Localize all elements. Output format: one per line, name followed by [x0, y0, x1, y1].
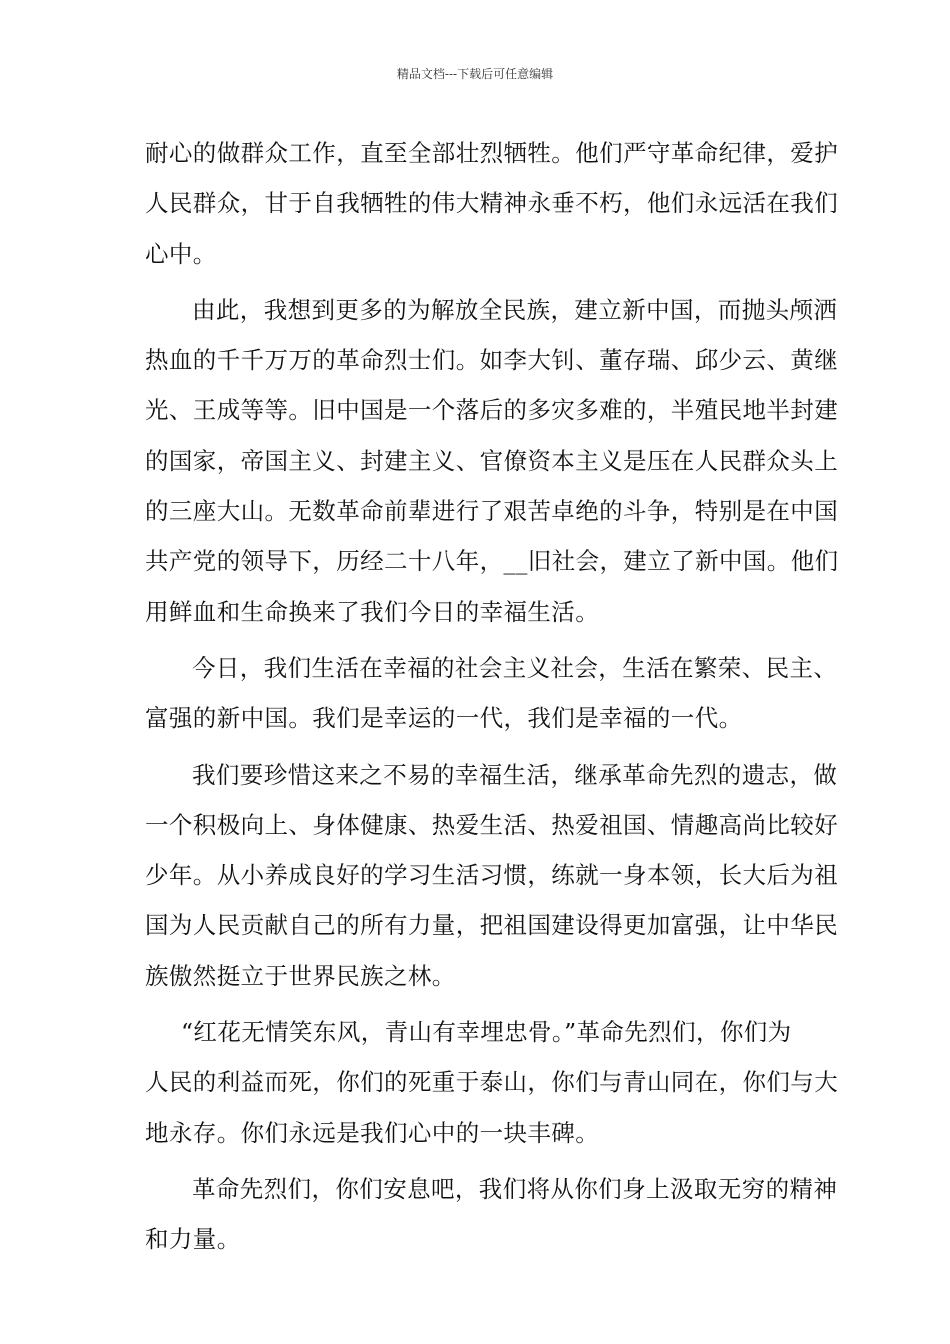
- text-line: 一个积极向上、身体健康、热爱生活、热爱祖国、情趣高尚比较好: [145, 810, 839, 839]
- text-line: 的三座大山。无数革命前辈进行了艰苦卓绝的斗争，特别是在中国: [145, 497, 839, 526]
- paragraph-4: [145, 750, 839, 1001]
- text-line: “红花无情笑东风，青山有幸埋忠骨。”革命先烈们，你们为: [181, 1018, 792, 1047]
- text-line: 地永存。你们永远是我们心中的一块丰碑。: [145, 1118, 600, 1147]
- text-line: 和力量。: [145, 1225, 241, 1254]
- text-line: 少年。从小养成良好的学习生活习惯，练就一身本领，长大后为祖: [145, 861, 839, 890]
- text-line: 人民的利益而死，你们的死重于泰山，你们与青山同在，你们与大: [145, 1068, 839, 1097]
- text-line: 我们要珍惜这来之不易的幸福生活，继承革命先烈的遗志，做: [192, 760, 838, 789]
- text-line: 热血的千千万万的革命烈士们。如李大钊、董存瑞、邱少云、黄继: [145, 346, 839, 375]
- text-line: 耐心的做群众工作，直至全部壮烈牺牲。他们严守革命纪律，爱护: [145, 139, 839, 167]
- paragraph-2: [145, 285, 839, 637]
- text-line: 光、王成等等。旧中国是一个落后的多灾多难的，半殖民地半封建: [145, 396, 839, 425]
- text-line: 人民群众，甘于自我牺牲的伟大精神永垂不朽，他们永远活在我们: [145, 189, 839, 218]
- document-body: [145, 128, 839, 1271]
- text-line: 共产党的领导下，历经二十八年，__旧社会，建立了新中国。他们: [145, 547, 839, 576]
- text-line: 用鲜血和生命换来了我们今日的幸福生活。: [145, 597, 600, 626]
- text-line: 心中。: [145, 239, 217, 268]
- paragraph-6: [145, 1164, 838, 1265]
- text-line: 国为人民贡献自己的所有力量，把祖国建设得更加富强，让中华民: [145, 911, 839, 940]
- paragraph-5: [145, 1007, 839, 1158]
- text-line: 的国家，帝国主义、封建主义、官僚资本主义是压在人民群众头上: [145, 446, 839, 475]
- paragraph-1: [145, 128, 839, 279]
- text-line: 今日，我们生活在幸福的社会主义社会，生活在繁荣、民主、: [192, 653, 838, 682]
- text-line: 富强的新中国。我们是幸运的一代，我们是幸福的一代。: [145, 704, 743, 733]
- paragraph-3: [145, 643, 838, 744]
- text-line: 革命先烈们，你们安息吧，我们将从你们身上汲取无穷的精神: [192, 1174, 838, 1203]
- page-header: 精品文档---下载后可任意编辑: [396, 67, 554, 81]
- text-line: 由此，我想到更多的为解放全民族，建立新中国，而抛头颅洒: [192, 295, 838, 324]
- text-line: 族傲然挺立于世界民族之林。: [145, 961, 456, 990]
